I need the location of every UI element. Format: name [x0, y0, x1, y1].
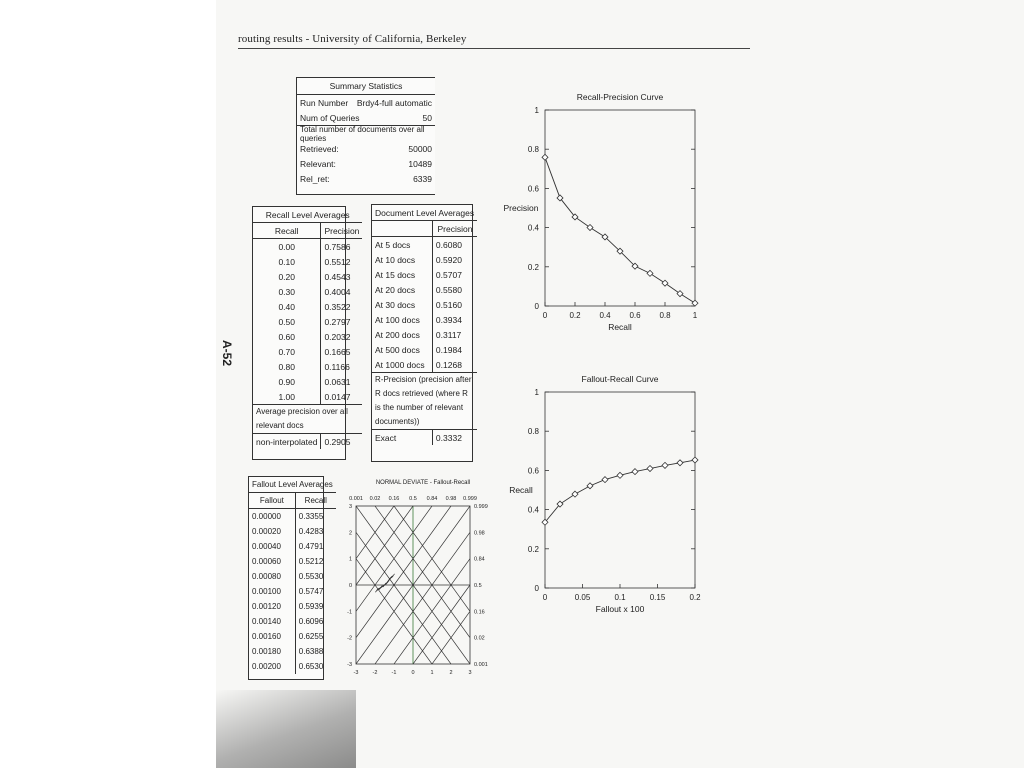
- exact-label: Exact: [375, 432, 397, 443]
- recall-level-cell-label: 0.80: [278, 361, 295, 372]
- bottom-tick-label: 3: [468, 670, 472, 676]
- y-axis-label: Precision: [503, 203, 539, 213]
- deviate-mark: [375, 588, 378, 592]
- avg-precision-label: Average precision over all relevant docs: [256, 407, 348, 430]
- top-tick-label: 0.5: [409, 496, 417, 502]
- header-rule: [238, 48, 750, 49]
- doc-level-cell-value: 0.3117: [432, 327, 477, 342]
- data-point: [542, 154, 548, 160]
- precision-col-header: Precision: [321, 223, 362, 239]
- recall-level-cell-value: 0.1665: [321, 344, 362, 359]
- x-tick-label: 0: [542, 311, 548, 320]
- x-tick-label: 1: [692, 311, 698, 320]
- total-docs-label: Total number of documents over all queries: [300, 124, 425, 143]
- fallout-level-cell-value: 0.5747: [295, 584, 336, 599]
- run-number-label: Run Number: [300, 97, 349, 108]
- data-point: [647, 270, 653, 276]
- x-tick-label: 0.1: [614, 593, 626, 602]
- top-tick-label: 0.98: [445, 496, 457, 502]
- doc-level-cell-label: At 10 docs: [375, 254, 416, 265]
- chart-title: NORMAL DEVIATE - Fallout-Recall: [375, 480, 471, 486]
- document-level-averages-table: [371, 204, 473, 462]
- chart-title: Fallout-Recall Curve: [581, 374, 659, 384]
- doc-level-row: [372, 252, 477, 267]
- right-tick-label: 0.001: [474, 662, 488, 668]
- doc-level-row: [372, 342, 477, 357]
- fallout-level-cell-value: 0.4283: [295, 524, 336, 539]
- fallout-level-cell-label: 0.00040: [252, 542, 281, 551]
- fallout-level-cell-value: 0.6530: [295, 659, 336, 674]
- doc-level-cell-value: 0.1984: [432, 342, 477, 357]
- normal-deviate-chart: [338, 474, 498, 686]
- y-tick-label: 0.2: [527, 544, 539, 554]
- y-tick-label: 0.6: [527, 466, 539, 476]
- bottom-tick-label: -1: [391, 670, 397, 676]
- y-tick-label: 0.8: [527, 145, 539, 155]
- x-tick-label: 0.4: [599, 311, 611, 320]
- y-tick-label: 0.2: [527, 262, 539, 272]
- x-tick-label: 0.8: [659, 311, 671, 320]
- retrieved-label: Retrieved:: [300, 143, 339, 154]
- data-point: [677, 291, 683, 297]
- data-point: [632, 469, 638, 475]
- fallout-level-cell-label: 0.00200: [252, 662, 281, 671]
- doc-level-cell-label: At 500 docs: [375, 344, 420, 355]
- fallout-level-row: [249, 629, 336, 644]
- fallout-col-header: Fallout: [259, 496, 284, 505]
- y-axis-label: Recall: [509, 485, 533, 495]
- relret-label: Rel_ret:: [300, 173, 330, 184]
- fallout-level-cell-value: 0.6388: [295, 644, 336, 659]
- doc-level-cell-label: At 20 docs: [375, 284, 416, 295]
- recall-level-cell-label: 0.70: [278, 346, 295, 357]
- retrieved-value: 50000: [408, 143, 432, 154]
- doc-level-cell-value: 0.3934: [432, 312, 477, 327]
- doc-level-row: [372, 237, 477, 253]
- right-tick-label: 0.98: [474, 530, 485, 537]
- recall-level-cell-label: 0.50: [278, 316, 295, 327]
- plot-frame: [545, 392, 695, 588]
- bottom-tick-label: 1: [430, 670, 434, 676]
- doc-level-cell-label: At 5 docs: [375, 239, 411, 250]
- noninterp-label: non-interpolated: [256, 436, 318, 447]
- y-tick-label: 1: [534, 388, 539, 397]
- recall-level-cell-label: 1.00: [278, 391, 295, 402]
- fallout-level-row: [249, 659, 336, 674]
- recall-level-row: [253, 254, 362, 269]
- doc-level-row: [372, 282, 477, 297]
- recall-level-cell-label: 0.60: [278, 331, 295, 342]
- x-tick-label: 0.2: [569, 311, 581, 320]
- left-tick-label: 2: [348, 530, 352, 537]
- recall-level-cell-value: 0.4543: [321, 269, 362, 284]
- fallout-level-cell-value: 0.5939: [295, 599, 336, 614]
- fallout-level-cell-label: 0.00080: [252, 572, 281, 581]
- deviate-mark: [386, 580, 389, 584]
- right-tick-label: 0.999: [474, 504, 488, 510]
- fallout-recall-header: Recall: [295, 493, 336, 509]
- run-number-value: Brdy4-full automatic: [356, 97, 432, 108]
- fallout-level-row: [249, 644, 336, 659]
- doc-level-cell-label: At 15 docs: [375, 269, 416, 280]
- scan-shadow: [216, 690, 356, 768]
- recall-level-cell-label: 0.40: [278, 301, 295, 312]
- left-tick-label: 1: [348, 556, 352, 563]
- recall-level-row: [253, 239, 362, 255]
- recall-table-title: Recall Level Averages: [265, 209, 350, 220]
- fallout-level-cell-value: 0.6255: [295, 629, 336, 644]
- recall-col-header: Recall: [274, 225, 299, 236]
- doc-table-title: Document Level Averages: [375, 207, 475, 218]
- page-header: routing results - University of California, Berkeley: [238, 33, 467, 45]
- doc-level-row: [372, 357, 477, 373]
- fallout-table-title: Fallout Level Averages: [252, 480, 333, 489]
- right-tick-label: 0.84: [474, 556, 485, 563]
- num-queries-value: 50: [422, 112, 432, 123]
- recall-level-cell-value: 0.3522: [321, 299, 362, 314]
- recall-level-row: [253, 269, 362, 284]
- fallout-level-cell-value: 0.6096: [295, 614, 336, 629]
- recall-level-cell-label: 0.90: [278, 376, 295, 387]
- recall-level-cell-value: 0.1166: [321, 359, 362, 374]
- bottom-tick-label: -2: [372, 670, 378, 676]
- doc-level-row: [372, 297, 477, 312]
- exact-value: 0.3332: [432, 430, 477, 446]
- noninterp-value: 0.2905: [321, 434, 362, 450]
- recall-level-cell-label: 0.30: [278, 286, 295, 297]
- y-tick-label: 0.4: [527, 505, 539, 515]
- bottom-tick-label: 0: [411, 670, 415, 676]
- y-tick-label: 0: [534, 302, 539, 311]
- right-tick-label: 0.16: [474, 609, 485, 616]
- doc-level-cell-value: 0.1268: [432, 357, 477, 373]
- top-tick-label: 0.84: [426, 496, 438, 502]
- data-point: [572, 491, 578, 497]
- fallout-level-row: [249, 539, 336, 554]
- recall-precision-chart: [500, 88, 710, 348]
- doc-level-cell-value: 0.6080: [432, 237, 477, 253]
- doc-level-cell-label: At 1000 docs: [375, 359, 425, 370]
- left-tick-label: -3: [347, 662, 352, 668]
- series-line: [545, 157, 695, 303]
- x-tick-label: 0.6: [629, 311, 641, 320]
- data-point: [662, 462, 668, 468]
- recall-level-row: [253, 344, 362, 359]
- data-point: [587, 483, 593, 489]
- fallout-level-cell-label: 0.00000: [252, 512, 281, 521]
- fallout-level-row: [249, 569, 336, 584]
- recall-level-cell-value: 0.2797: [321, 314, 362, 329]
- fallout-level-cell-label: 0.00180: [252, 647, 281, 656]
- recall-level-row: [253, 314, 362, 329]
- doc-level-cell-value: 0.5707: [432, 267, 477, 282]
- fallout-level-cell-label: 0.00120: [252, 602, 281, 611]
- recall-level-cell-label: 0.00: [278, 241, 295, 252]
- recall-level-cell-value: 0.2032: [321, 329, 362, 344]
- fallout-level-cell-label: 0.00140: [252, 617, 281, 626]
- x-tick-label: 0: [542, 593, 548, 602]
- fallout-level-cell-label: 0.00020: [252, 527, 281, 536]
- doc-precision-header: Precision: [432, 221, 477, 237]
- recall-level-cell-value: 0.5512: [321, 254, 362, 269]
- data-point: [662, 280, 668, 286]
- top-tick-label: 0.16: [388, 496, 400, 502]
- y-tick-label: 1: [534, 106, 539, 115]
- left-tick-label: -2: [347, 635, 352, 642]
- recall-level-averages-table: [252, 206, 360, 460]
- recall-level-row: [253, 284, 362, 299]
- fallout-level-row: [249, 584, 336, 599]
- left-tick-label: -1: [347, 609, 352, 616]
- recall-level-row: [253, 299, 362, 314]
- recall-level-cell-value: 0.7586: [321, 239, 362, 255]
- bottom-tick-label: -3: [353, 670, 359, 676]
- deviate-mark: [392, 574, 395, 578]
- x-axis-label: Fallout x 100: [595, 604, 645, 614]
- x-tick-label: 0.05: [574, 593, 591, 602]
- data-point: [692, 300, 698, 306]
- top-tick-label: 0.999: [463, 496, 477, 502]
- bottom-tick-label: 2: [449, 670, 453, 676]
- page-number: A-52: [220, 339, 235, 367]
- relevant-value: 10489: [408, 158, 432, 169]
- fallout-level-cell-label: 0.00100: [252, 587, 281, 596]
- recall-level-cell-value: 0.0147: [321, 389, 362, 405]
- x-tick-label: 0.15: [649, 593, 666, 602]
- x-tick-label: 0.2: [689, 593, 701, 602]
- y-tick-label: 0.8: [527, 427, 539, 437]
- chart-title: Recall-Precision Curve: [576, 92, 664, 102]
- fallout-level-cell-value: 0.5212: [295, 554, 336, 569]
- recall-level-cell-value: 0.0631: [321, 374, 362, 389]
- fallout-level-row: [249, 599, 336, 614]
- recall-level-row: [253, 389, 362, 405]
- recall-level-cell-label: 0.10: [278, 256, 295, 267]
- doc-level-cell-value: 0.5160: [432, 297, 477, 312]
- r-precision-label: R-Precision (precision after R docs retrieved (where R is the number of relevant documents)): [375, 375, 472, 426]
- doc-level-cell-label: At 30 docs: [375, 299, 416, 310]
- data-point: [677, 460, 683, 466]
- x-axis-label: Recall: [608, 322, 632, 332]
- summary-title: Summary Statistics: [329, 81, 403, 91]
- data-point: [617, 472, 623, 478]
- fallout-level-row: [249, 614, 336, 629]
- data-point: [602, 477, 608, 483]
- fallout-level-cell-value: 0.5530: [295, 569, 336, 584]
- y-tick-label: 0: [534, 584, 539, 593]
- doc-level-cell-label: At 100 docs: [375, 314, 420, 325]
- right-tick-label: 0.5: [474, 583, 482, 589]
- recall-level-row: [253, 359, 362, 374]
- fallout-level-cell-value: 0.4791: [295, 539, 336, 554]
- recall-level-cell-label: 0.20: [278, 271, 295, 282]
- recall-level-row: [253, 374, 362, 389]
- fallout-level-cell-label: 0.00060: [252, 557, 281, 566]
- fallout-level-row: [249, 554, 336, 569]
- y-tick-label: 0.4: [527, 223, 539, 233]
- series-line: [545, 460, 695, 522]
- doc-level-row: [372, 312, 477, 327]
- left-tick-label: 3: [348, 504, 352, 510]
- doc-level-row: [372, 327, 477, 342]
- doc-level-cell-label: At 200 docs: [375, 329, 420, 340]
- top-tick-label: 0.02: [369, 496, 381, 502]
- doc-level-cell-value: 0.5580: [432, 282, 477, 297]
- doc-level-cell-value: 0.5920: [432, 252, 477, 267]
- data-point: [692, 457, 698, 463]
- num-queries-label: Num of Queries: [300, 112, 360, 123]
- top-tick-label: 0.001: [349, 496, 363, 502]
- fallout-level-cell-value: 0.3355: [295, 509, 336, 525]
- recall-level-row: [253, 329, 362, 344]
- relret-value: 6339: [413, 173, 432, 184]
- doc-level-row: [372, 267, 477, 282]
- data-point: [647, 466, 653, 472]
- recall-level-cell-value: 0.4004: [321, 284, 362, 299]
- left-tick-label: 0: [348, 583, 352, 589]
- fallout-recall-chart: [500, 370, 710, 630]
- deviate-mark: [379, 586, 382, 590]
- right-tick-label: 0.02: [474, 635, 485, 642]
- data-point: [587, 225, 593, 231]
- fallout-level-cell-label: 0.00160: [252, 632, 281, 641]
- fallout-level-row: [249, 524, 336, 539]
- y-tick-label: 0.6: [527, 184, 539, 194]
- fallout-level-averages-table: [248, 476, 333, 680]
- fallout-level-row: [249, 509, 336, 525]
- relevant-label: Relevant:: [300, 158, 336, 169]
- summary-statistics-table: [296, 77, 435, 195]
